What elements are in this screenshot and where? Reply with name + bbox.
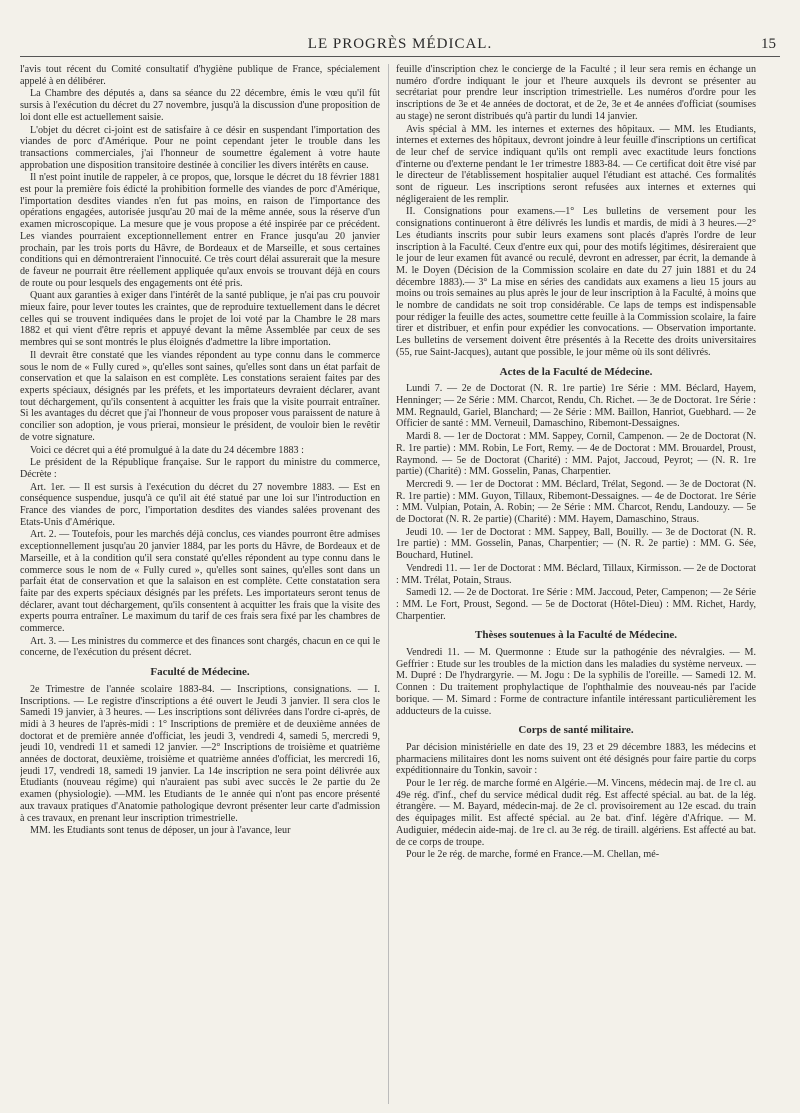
right-paragraph: Vendredi 11. — 1er de Doctorat : MM. Béclard, Tillaux, Kirmisson. — 2e de Doctorat : MM. Trélat, Potain, Straus.: [396, 562, 756, 586]
left-column: [20, 64, 380, 1104]
left-paragraph: Voici ce décret qui a été promulgué à la date du 24 décembre 1883 :: [30, 444, 304, 456]
right-paragraph: Mardi 8. — 1er de Doctorat : MM. Sappey, Cornil, Campenon. — 2e de Doctorat (N. R. 1re partie) : MM. Robin, Le Fort, Remy. — 4e de Doctorat : MM. Brouardel, Proust, Raymond. — 5e de Doctorat (Charité) : MM. Pajot, Jaccoud, Peyrot; — (N. R. 1re partie) (Charité) : MM. Gosselin, Panas, Charpentier.: [396, 431, 756, 478]
right-paragraph: Avis spécial à MM. les internes et externes des hôpitaux. — MM. les Etudiants, internes et externes des hôpitaux, devront joindre à leur feuille d'inscriptions un certificat de leur chef de service indiquant qu'ils ont rempli avec exactitude leurs fonctions d'interne ou d'externe pendant le 1er trimestre 1883-84. — Ce certificat doit être visé par le directeur de l'établissement hospitalier auquel l'étudiant est attaché. Ces formalités sont de rigueur. Les inscriptions seront refusées aux internes et externes qui négligeraient de les remplir.: [396, 123, 756, 205]
right-column: [396, 64, 756, 1104]
left-paragraph: l'avis tout récent du Comité consultatif d'hygiène publique de France, spécialement appelé à en délibérer.: [20, 64, 380, 87]
section-heading: Faculté de Médecine.: [150, 666, 250, 679]
left-paragraph: Art. 3. — Les ministres du commerce et des finances sont chargés, chacun en ce qui le concerne, de l'exécution du présent décret.: [20, 635, 380, 659]
right-paragraph: Pour le 1er rég. de marche formé en Algérie.—M. Vincens, médecin maj. de 1re cl. au 49e rég. d'inf., chef du service médical dudit rég. Est affecté spécial. au bat. de la lég. étrangère. — M. Bayard, médecin-maj. de 2e cl. provisoirement au 12e escad. du train des équipages milit. Est affecté spécial. au 2e bat. d'inf. légère d'Afrique. — M. Audiguier, médecin aide-maj. de 1re cl. au 3e rég. de tiraill. algériens. Est affecté au bat. de ce corps de troupe.: [396, 778, 756, 848]
left-paragraph: Il devrait être constaté que les viandes répondent au type connu dans le commerce sous le nom de « Fully cured », qu'elles sont saines, qu'elles sont dans un état parfait de conservation et que la salaison en est complète. Les constations seraient faites par des experts spéciaux, désignés par les préfets, et les importateurs devraient déclarer, avant tout déchargement, qu'ils consentent à acquitter les frais que la visite pourrait entraîner. Si les avantages du décret que j'ai l'honneur de vous proposer vous paraissent de nature à concilier son adoption, je vous prierai, monsieur le président, de vouloir bien le revêtir de votre signature.: [20, 349, 380, 443]
right-paragraph: Lundi 7. — 2e de Doctorat (N. R. 1re partie) 1re Série : MM. Béclard, Hayem, Henninger; — 2e Série : MM. Charcot, Rendu, Ch. Richet. — 3e de Doctorat. 1re Série : MM. Regnauld, Gariel, Blanchard; — 2e Série : MM. Baillon, Hanriot, Guebhard. — 2e Officier de santé : MM. Verneuil, Damaschino, Ribemont-Dessaignes.: [396, 383, 756, 430]
right-paragraph: II. Consignations pour examens.—1° Les bulletins de versement pour les consignations continueront à être délivrés les lundis et mardis, de midi à 3 heures.—2° Les étudiants inscrits pour subir leurs examens sont placés d'après l'ordre de leur inscription à la Faculté. Ceux d'entre eux qui, pour des motifs légitimes, désireraient que le jour de leur examen fût avancé ou reculé, devront en adresser, par écrit, la demande à M. le Doyen (Décision de la Commission scolaire en date du 27 juin 1881 et du 24 décembre 1883).— 3° La mise en séries des candidats aux examens a lieu 15 jours au moins ou trois semaines au plus après le jour de leur inscription à la Faculté, à moins que le nombre de candidats ne soit trop considérable. Ce laps de temps est indispensable pour rédiger la feuille des actes, soumettre cette feuille à la Commission scolaire, la faire tirer et distribuer, et enfin pour expédier les convocations. — Observation importante. Les bulletins de versement doivent être présentés à la Recette des droits universitaires (55, rue Saint-Jacques), autant que possible, le jour même où ils sont délivrés.: [396, 206, 756, 358]
journal-title: LE PROGRÈS MÉDICAL.: [307, 36, 493, 52]
left-paragraph: MM. les Etudiants sont tenus de déposer, un jour à l'avance, leur: [30, 825, 291, 837]
page-header: [20, 36, 780, 57]
column-divider: [388, 64, 389, 1104]
left-paragraph: Art. 2. — Toutefois, pour les marchés déjà conclus, ces viandes pourront être admises exceptionnellement jusqu'au 20 janvier 1884, par les ports du Hâvre, de Bordeaux et de Marseille, et à la condition qu'il sera constaté qu'elles répondent au type connu dans le commerce sous le nom de « Fully cured », qu'elles sont saines, qu'elles sont dans un parfait état de conservation et que la salaison en est complète. Cette constatation sera faite par des experts spéciaux désignés par les préfets. Les importateurs seront tenus de déclarer, avant tout déchargement, qu'ils consentent à acquitter les frais que la visite des experts pourra entraîner. Le maximum du tarif de ces frais sera fixé par les chambres de commerce.: [20, 529, 380, 635]
left-paragraph: 2e Trimestre de l'année scolaire 1883-84. — Inscriptions, consignations. — I. Inscriptions. — Le registre d'inscriptions a été ouvert le Jeudi 3 janvier. Il sera clos le Samedi 19 janvier, à 3 heures. — Les inscriptions sont délivrées dans l'ordre ci-après, de midi à 3 heures de l'après-midi : 1° Inscriptions de première et de deuxième années de doctorat et de première année d'officiat, les jeudi 3, vendredi 4, samedi 5, mercredi 9, jeudi 10, vendredi 11 et samedi 12 janvier. —2° Inscriptions de troisième et quatrième années de doctorat, deuxième, troisième et quatrième années d'officiat, les mercredi 16, jeudi 17, vendredi 18, samedi 19 janvier. La 14e inscription ne sera point délivrée aux Etudiants (nouveau régime) qui n'auraient pas subi avec succès le 2e partie du 2e examen (physiologie). —MM. les Etudiants de 1e année qui n'ont pas encore présenté aux travaux pratiques d'Anatomie pathologique devront présenter leur carte d'admission à ces travaux, en prenant leur inscription trimestrielle.: [20, 683, 380, 824]
right-paragraph: Jeudi 10. — 1er de Doctorat : MM. Sappey, Ball, Bouilly. — 3e de Doctorat (N. R. 1re partie) : MM. Gosselin, Panas, Charpentier; — (N. R. 2e partie) : MM. G. Sée, Bouchard, Hutinel.: [396, 526, 756, 562]
right-paragraph: Vendredi 11. — M. Quermonne : Etude sur la pathogénie des névralgies. — M. Geffrier : Etude sur les troubles de la miction dans les maladies du système nerveux. — M. Dupré : De l'hydrargyrie. — M. Jogu : De la syphilis de l'oreille. — Samedi 12. M. Connen : Du traitement prophylactique de l'ophthalmie des nouveau-nés par l'acide borique. — M. Simard : Forme de contracture infantile intéressant particulièrement les adducteurs de la cuisse.: [396, 647, 756, 717]
right-paragraph: Samedi 12. — 2e de Doctorat. 1re Série : MM. Jaccoud, Peter, Campenon; — 2e Série : MM. Le Fort, Proust, Segond. — 5e de Doctorat (Hôtel-Dieu) : MM. Richet, Hardy, Charpentier.: [396, 587, 756, 622]
left-paragraph: Il n'est point inutile de rappeler, à ce propos, que, lorsque le décret du 18 février 1881 est pour la première fois édicté la prohibition formelle des viandes de porc d'Amérique, l'importation desdites viandes n'en fut pas moins, en raison de l'importance des opérations engagées, autorisée jusqu'au 20 mai de la même année, sous la réserve d'un examen microscopique. La mesure que je vous propose a été inspirée par ce précédent. Les viandes pourraient exceptionnellement entrer en France jusqu'au 20 janvier prochain, par les trois ports du Hâvre, de Bordeaux et de Marseille, et sous certaines conditions qui en démontreraient l'innocuité. Ce très court délai assurerait que la mesure de faveur ne pourrait être réellement appliquée qu'aux envois se trouvant déjà en cours de route ou pour lesquels des engagements ont été pris.: [20, 172, 380, 289]
left-paragraph: Le président de la République française. Sur le rapport du ministre du commerce, Décrète :: [20, 457, 380, 480]
section-heading: Corps de santé militaire.: [518, 724, 634, 737]
section-heading: Actes de la Faculté de Médecine.: [499, 365, 653, 378]
left-paragraph: Art. 1er. — Il est sursis à l'exécution du décret du 27 novembre 1883. — Est en conséquence suspendue, jusqu'à ce qu'il ait été statué par une loi sur l'introduction en France des viandes de porc, l'importation desdites des viandes salées provenant des Etats-Unis d'Amérique.: [20, 481, 380, 528]
right-paragraph: Par décision ministérielle en date des 19, 23 et 29 décembre 1883, les médecins et pharmaciens militaires dont les noms suivent ont été désignés pour faire partie du corps expéditionnaire du Tonkin, savoir :: [396, 741, 756, 777]
page-number: 15: [761, 36, 776, 52]
left-paragraph: L'objet du décret ci-joint est de satisfaire à ce désir en suspendant l'importation des viandes de porc d'Amérique. Pour ne point cependant jeter le trouble dans les transactions commerciales, j'ai l'honneur de soumettre également à votre haute approbation une disposition transitoire destinée à concilier les divers intérêts en cause.: [20, 124, 380, 171]
left-paragraph: La Chambre des députés a, dans sa séance du 22 décembre, émis le vœu qu'il fût sursis à l'exécution du décret du 27 novembre, jusqu'à la discussion d'une proposition de loi dont elle est actuellement saisie.: [20, 88, 380, 123]
left-paragraph: Quant aux garanties à exiger dans l'intérêt de la santé publique, je n'ai pas cru pouvoir mieux faire, pour lever toutes les craintes, que de reproduire textuellement dans le décret celles qui se trouvent indiquées dans le projet de loi voté par la Chambre le 28 mars 1882 et qui vient d'être repris et appuyé devant la même Assemblée par ceux de ses membres qui se sont montrés le plus éloignés d'admettre la libre importation.: [20, 290, 380, 349]
section-heading: Thèses soutenues à la Faculté de Médecine.: [475, 629, 677, 642]
right-paragraph: feuille d'inscription chez le concierge de la Faculté ; il leur sera remis en échange un numéro d'ordre indiquant le jour et l'heure auxquels ils devront se présenter au secrétariat pour prendre leur inscription trimestrielle. Les numéros d'ordre pour les inscriptions de 3e et 4e années de doctorat, et de 2e, 3e et 4e années d'officiat (soumises au stage) ne seront distribués qu'à partir du lundi 14 janvier.: [396, 64, 756, 122]
right-paragraph: Pour le 2e rég. de marche, formé en France.—M. Chellan, mé-: [406, 849, 660, 861]
right-paragraph: Mercredi 9. — 1er de Doctorat : MM. Béclard, Trélat, Segond. — 3e de Doctorat (N. R. 1re partie) : MM. Guyon, Tillaux, Ribemont-Dessaignes. — 4e de Doctorat. 1re Série : MM. Vulpian, Potain, A. Robin; — 2e Série : MM. Charcot, Rendu, Landouzy. — 5e de Doctorat (N. R. 2e partie) (Charité) : MM. Hayem, Damaschino, Straus.: [396, 478, 756, 526]
